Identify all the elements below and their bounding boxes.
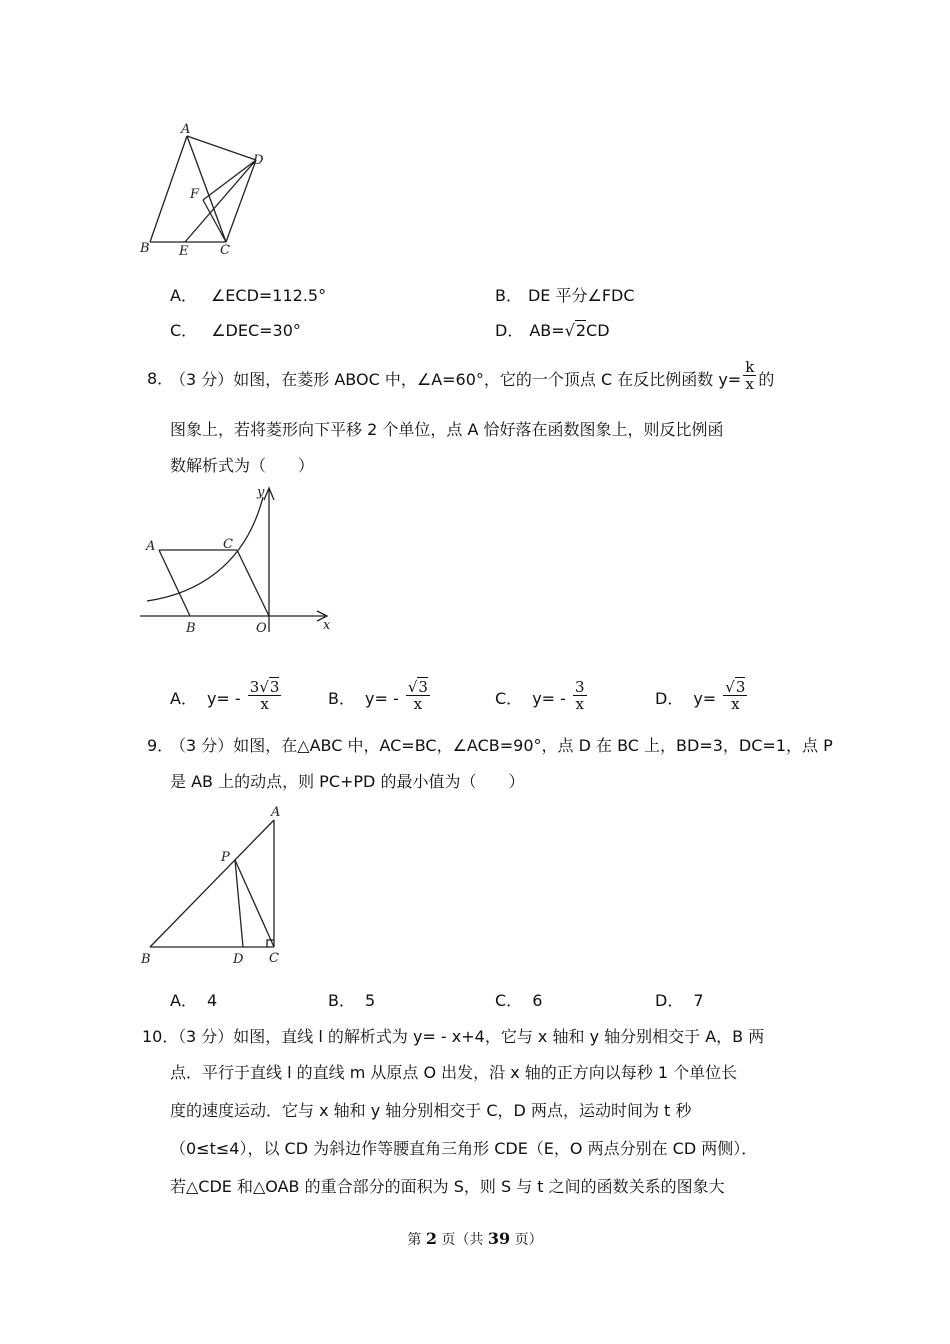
q9-option-d: D． 7 [655, 991, 704, 1010]
q9-label-c: C [269, 951, 279, 966]
q9-label-p: P [221, 850, 230, 865]
q9-label-b: B [141, 952, 151, 967]
q8-label-x: x [323, 618, 331, 633]
q7-figure [135, 118, 280, 263]
q9-option-a: A． 4 [170, 991, 218, 1010]
q8-option-c: C． y= ‐ $\frac{3}{x}$ [495, 678, 585, 713]
q7-label-f: F [190, 187, 200, 202]
q9-figure [135, 800, 295, 970]
q8-option-a: A． y= ‐ $\frac{3√3}{x}$ [170, 678, 280, 713]
q8-label-y: y [257, 485, 265, 500]
q8-line-2: 图象上，若将菱形向下平移 2 个单位，点 A 恰好落在函数图象上，则反比例函 [170, 420, 724, 439]
q8-figure [135, 482, 340, 637]
q10-line-3: 度的速度运动．它与 x 轴和 y 轴分别相交于 C，D 两点，运动时间为 t 秒 [170, 1101, 692, 1120]
q10-number: 10． [142, 1027, 179, 1046]
q9-option-c: C． 6 [495, 991, 543, 1010]
q8-option-d: D． y= $\frac{√3}{x}$ [655, 678, 746, 713]
q10-line-4: （0≤t≤4），以 CD 为斜边作等腰直角三角形 CDE（E，O 两点分别在 CD 两侧）． [170, 1139, 758, 1158]
q8-label-o: O [256, 621, 267, 636]
q10-line-2: 点．平行于直线 l 的直线 m 从原点 O 出发，沿 x 轴的正方向以每秒 1 个单位长 [170, 1063, 738, 1082]
q7-label-b: B [140, 241, 150, 256]
q7-option-b: B． DE 平分∠FDC [495, 286, 635, 305]
q9-option-b: B． 5 [328, 991, 376, 1010]
q8-option-b: B． y= ‐ $\frac{√3}{x}$ [328, 678, 428, 713]
q8-line-1: （3 分）如图，在菱形 ABOC 中，∠A=60°，它的一个顶点 C 在反比例函数 y= $\frac{k}{x}$ 的 [170, 358, 775, 393]
q8-label-a: A [146, 539, 156, 554]
q9-label-a: A [271, 805, 281, 820]
q9-line-2: 是 AB 上的动点，则 PC+PD 的最小值为（ ） [170, 772, 525, 791]
q9-label-d: D [233, 952, 244, 967]
page-total: 39 [487, 1229, 511, 1248]
q7-label-e: E [179, 244, 189, 259]
q8-line-3: 数解析式为（ ） [170, 456, 315, 475]
q9-line-1: （3 分）如图，在△ABC 中，AC=BC，∠ACB=90°，点 D 在 BC 上，BD=3，DC=1，点 P [170, 736, 833, 755]
q7-label-d: D [253, 153, 264, 168]
q8-label-c: C [223, 537, 233, 552]
page-footer: 第 2 页（共 39 页） [407, 1229, 543, 1248]
q10-line-5: 若△CDE 和△OAB 的重合部分的面积为 S，则 S 与 t 之间的函数关系的图象大 [170, 1177, 725, 1196]
q9-number: 9． [147, 736, 174, 755]
page-number: 2 [425, 1229, 437, 1248]
q10-line-1: （3 分）如图，直线 l 的解析式为 y= ‐ x+4，它与 x 轴和 y 轴分别相交于 A，B 两 [170, 1027, 765, 1046]
q8-label-b: B [186, 621, 196, 636]
q7-option-c: C． ∠DEC=30° [170, 321, 301, 340]
q8-number: 8． [147, 369, 174, 388]
q7-label-a: A [181, 122, 191, 137]
q7-option-a: A． ∠ECD=112.5° [170, 286, 327, 305]
q7-label-c: C [220, 243, 230, 258]
q7-option-d: D． AB=√2CD [495, 321, 610, 340]
